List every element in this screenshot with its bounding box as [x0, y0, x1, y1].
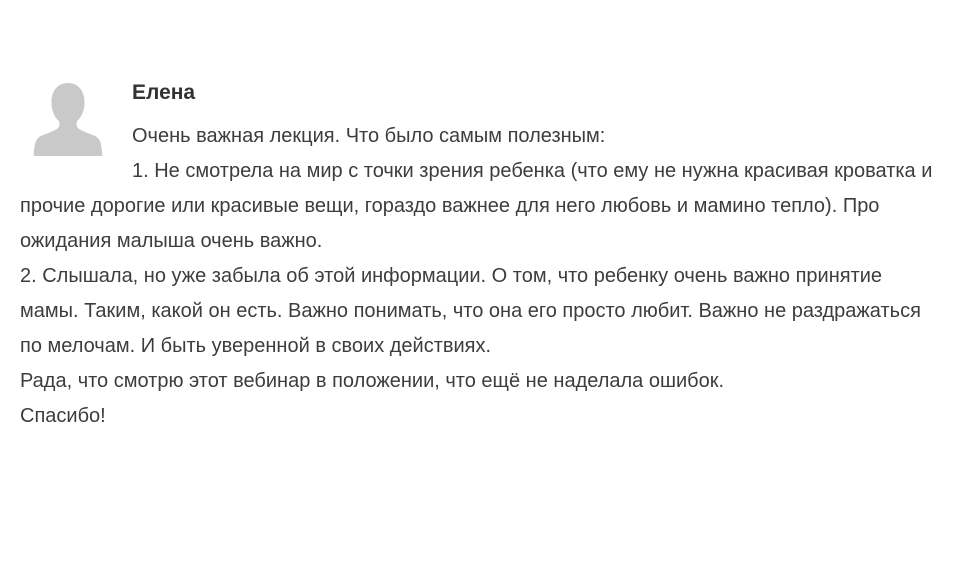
comment-body — [20, 119, 941, 434]
comment-line: Очень важная лекция. Что было самым полезным: — [132, 125, 606, 147]
person-silhouette-icon — [28, 76, 108, 156]
comment-line: 1. Не смотрела на мир с точки зрения ребенка (что ему не нужна красивая кроватка и прочие дорогие или красивые вещи, гораздо важнее для него любовь и мамино тепло). Про ожидания малыша очень важно. — [20, 160, 933, 252]
user-avatar — [28, 76, 108, 156]
comment-line: Рада, что смотрю этот вебинар в положении, что ещё не наделала ошибок. — [20, 370, 725, 392]
comment-author-name: Елена — [132, 81, 196, 104]
comment-line: 2. Слышала, но уже забыла об этой информации. О том, что ребенку очень важно принятие мамы. Таким, какой он есть. Важно понимать, что она его просто любит. Важно не раздражаться по мелочам. И быть уверенной в своих действиях. — [20, 265, 921, 357]
comment-line: Спасибо! — [20, 405, 106, 427]
person-silhouette-path — [34, 83, 103, 156]
testimonial-comment — [20, 76, 941, 434]
